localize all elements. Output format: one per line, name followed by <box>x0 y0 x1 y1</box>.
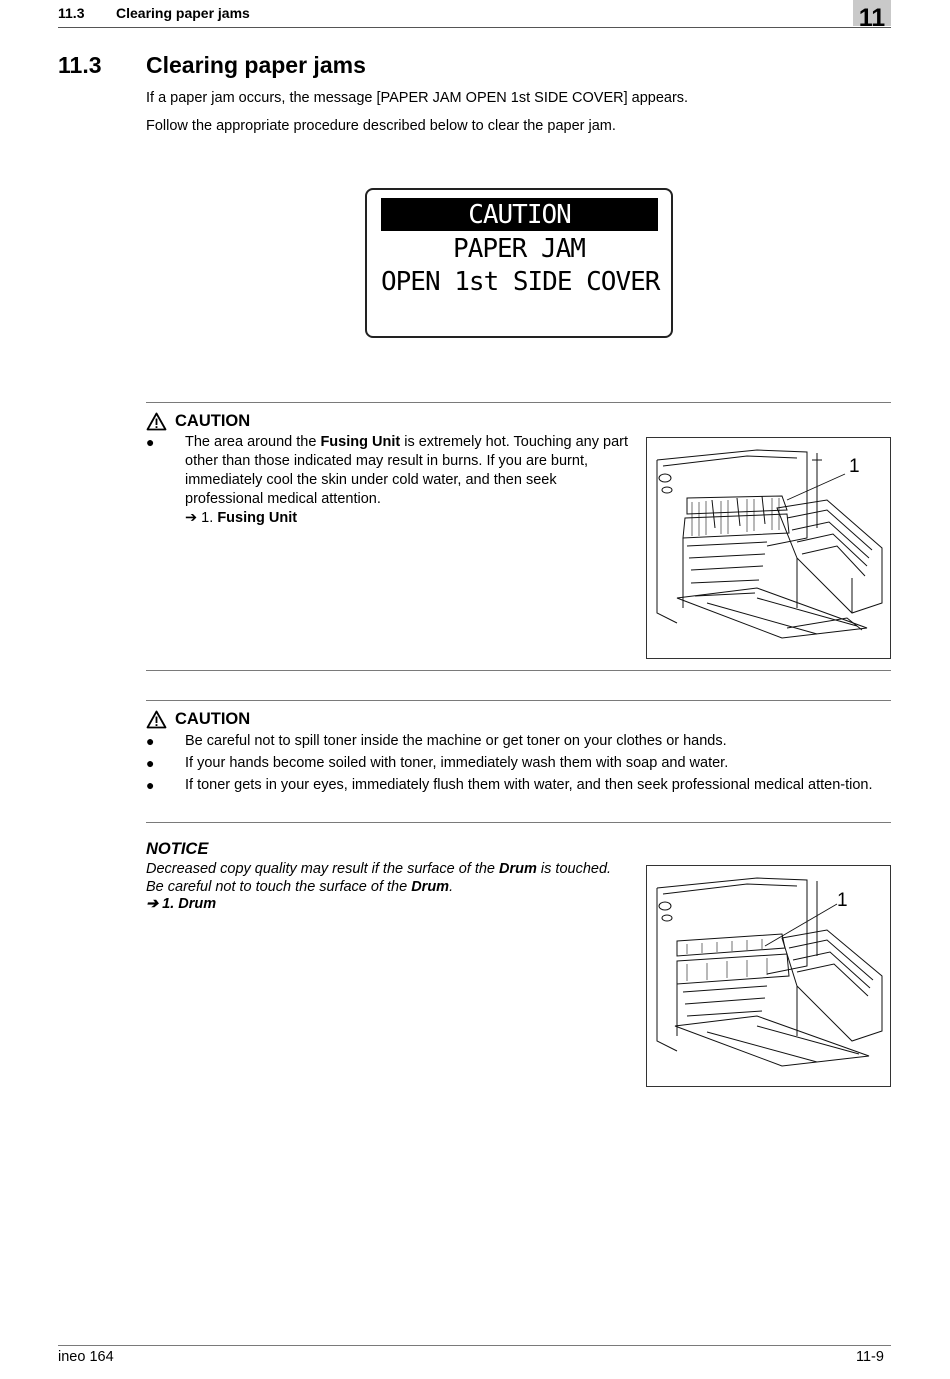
notice-text: Decreased copy quality may result if the surface of the Drum is touched. Be careful not to touch the surface of the Drum. ➔ 1. Drum <box>146 861 612 913</box>
notice-ref: ➔ 1. Drum <box>146 896 217 913</box>
caution2-item-2: If your hands become soiled with toner, immediately wash them with soap and water. <box>185 755 729 771</box>
footer-rule <box>58 1345 891 1346</box>
running-header-number: 11.3 <box>58 5 85 21</box>
display-paper-jam: PAPER JAM <box>453 234 585 264</box>
caution2-title: CAUTION <box>175 710 251 728</box>
caution1-text: The area around the Fusing Unit is extremely hot. Touching any part other than those indicated may result in burns. If you are burnt, immediately cool the skin under cold water, and then seek professional medical attention. ➔ 1. Fusing Unit <box>185 434 629 526</box>
bullet-dot: ● <box>146 777 155 793</box>
caution1-bottom-rule <box>146 670 891 671</box>
printer-drum-icon <box>647 866 890 1086</box>
footer-page-number: 11-9 <box>856 1349 884 1365</box>
caution2-heading <box>146 710 250 729</box>
footer-product: ineo 164 <box>58 1349 114 1365</box>
header-rule <box>58 27 891 28</box>
bullet-dot: ● <box>146 755 155 771</box>
warning-triangle-icon <box>146 412 167 431</box>
caution1-ref-label: Fusing Unit <box>217 510 298 526</box>
panel-display <box>365 188 673 338</box>
caution1-top-rule <box>146 402 891 403</box>
running-header-title: Clearing paper jams <box>116 5 250 21</box>
section-title: Clearing paper jams <box>146 52 366 78</box>
drum-illustration <box>646 865 891 1087</box>
chapter-tab: 11 <box>853 0 891 26</box>
drum-term: Drum <box>411 878 450 895</box>
caution2-top-rule <box>146 700 891 701</box>
bullet-dot: ● <box>146 434 155 450</box>
caution2-item-3: If toner gets in your eyes, immediately flush them with water, and then seek professional medical atten-tion. <box>185 777 873 793</box>
display-caution-bar: CAUTION <box>381 198 658 231</box>
intro-line-2: Follow the appropriate procedure described below to clear the paper jam. <box>146 118 616 134</box>
caution1-title: CAUTION <box>175 412 251 430</box>
fusing-unit-illustration <box>646 437 891 659</box>
display-open-cover: OPEN 1st SIDE COVER <box>381 267 660 297</box>
caution1-ref-arrow: ➔ 1. <box>185 510 218 526</box>
intro-line-1: If a paper jam occurs, the message [PAPER JAM OPEN 1st SIDE COVER] appears. <box>146 90 689 106</box>
bullet-dot: ● <box>146 733 155 749</box>
illustration2-callout-number: 1 <box>837 890 848 911</box>
notice-title: NOTICE <box>146 840 209 858</box>
drum-term: Drum <box>499 861 537 877</box>
caution1-heading <box>146 412 250 431</box>
callout-leader-line <box>787 474 845 500</box>
caution2-item-1: Be careful not to spill toner inside the machine or get toner on your clothes or hands. <box>185 733 727 749</box>
warning-triangle-icon <box>146 710 167 729</box>
section-number: 11.3 <box>58 52 102 78</box>
illustration1-callout-number: 1 <box>849 456 860 477</box>
caution2-bottom-rule <box>146 822 891 823</box>
fusing-unit-term: Fusing Unit <box>320 434 401 450</box>
